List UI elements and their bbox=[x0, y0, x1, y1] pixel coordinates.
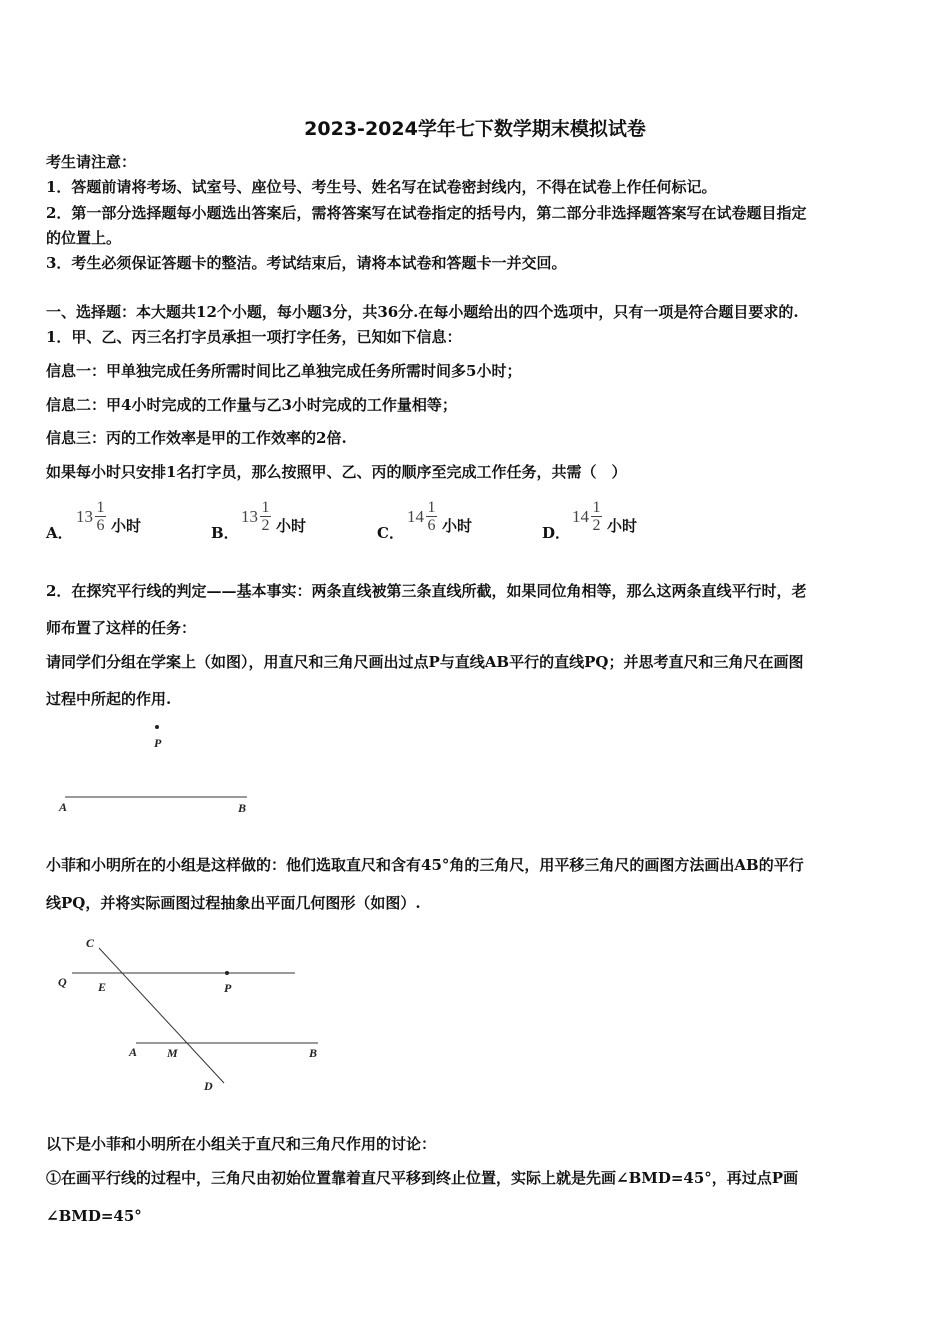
fraction-numerator: 1 bbox=[592, 499, 601, 516]
fraction-denominator: 6 bbox=[96, 517, 105, 534]
option-fraction bbox=[426, 499, 437, 534]
option-value bbox=[407, 497, 472, 536]
label-d: D bbox=[204, 1079, 213, 1093]
notice-item-2-cont: 的位置上。 bbox=[46, 229, 122, 247]
fraction-numerator: 1 bbox=[261, 499, 270, 516]
q2-line7: 以下是小菲和小明所在小组关于直尺和三角尺作用的讨论： bbox=[46, 1135, 437, 1153]
label-m: M bbox=[167, 1046, 178, 1060]
q1-question: 如果每小时只安排1名打字员，那么按照甲、乙、丙的顺序至完成工作任务，共需（ ） bbox=[46, 463, 627, 481]
q2-line5: 小菲和小明所在的小组是这样做的：他们选取直尺和含有45°角的三角尺，用平移三角尺的画图方法画出AB的平行 bbox=[46, 856, 804, 874]
option-unit: 小时 bbox=[111, 517, 142, 535]
option-value bbox=[572, 497, 637, 536]
notice-item-2: 2．第一部分选择题每小题选出答案后，需将答案写在试卷指定的括号内，第二部分非选择题答案写在试卷题目指定 bbox=[46, 204, 807, 222]
q2-line3: 请同学们分组在学案上（如图），用直尺和三角尺画出过点P与直线AB平行的直线PQ；并思考直尺和三角尺在画图 bbox=[46, 653, 804, 671]
q1-stem: 1．甲、乙、丙三名打字员承担一项打字任务，已知如下信息： bbox=[46, 328, 462, 346]
line-cd bbox=[99, 948, 224, 1083]
option-whole: 14 bbox=[407, 506, 424, 526]
notice-heading: 考生请注意： bbox=[46, 153, 137, 171]
option-letter: C． bbox=[377, 524, 404, 542]
q2-line2: 师布置了这样的任务： bbox=[46, 619, 197, 637]
option-fraction bbox=[591, 499, 602, 534]
label-a: A bbox=[129, 1045, 138, 1059]
q2-line9: ∠BMD=45° bbox=[46, 1207, 142, 1225]
page-title: 2023-2024学年七下数学期末模拟试卷 bbox=[304, 118, 646, 140]
q2-line4: 过程中所起的作用. bbox=[46, 690, 172, 708]
q1-info1: 信息一：甲单独完成任务所需时间比乙单独完成任务所需时间多5小时； bbox=[46, 362, 522, 380]
option-value bbox=[76, 497, 141, 536]
option-whole: 13 bbox=[241, 506, 258, 526]
q2-line1: 2．在探究平行线的判定——基本事实：两条直线被第三条直线所截，如果同位角相等，那么这两条直线平行时，老 bbox=[46, 582, 807, 600]
figure-parallel-construction bbox=[50, 930, 340, 1100]
q1-info3: 信息三：丙的工作效率是甲的工作效率的2倍. bbox=[46, 429, 347, 447]
notice-item-3: 3．考生必须保证答题卡的整洁。考试结束后，请将本试卷和答题卡一并交回。 bbox=[46, 254, 567, 272]
fraction-denominator: 2 bbox=[261, 517, 270, 534]
option-letter: B． bbox=[211, 524, 239, 542]
label-e: E bbox=[98, 980, 107, 994]
fraction-numerator: 1 bbox=[96, 499, 105, 516]
point-p bbox=[225, 971, 229, 975]
figure-point-and-line bbox=[50, 718, 270, 818]
label-q: Q bbox=[58, 975, 67, 989]
label-c: C bbox=[86, 936, 95, 950]
q2-line8: ①在画平行线的过程中，三角尺由初始位置靠着直尺平移到终止位置，实际上就是先画∠BMD=45°，再过点P画 bbox=[46, 1169, 799, 1187]
section1-intro: 一、选择题：本大题共12个小题，每小题3分，共36分.在每小题给出的四个选项中，只有一项是符合题目要求的. bbox=[46, 303, 799, 321]
option-value bbox=[241, 497, 306, 536]
fraction-numerator: 1 bbox=[427, 499, 436, 516]
option-whole: 14 bbox=[572, 506, 589, 526]
option-fraction bbox=[260, 499, 271, 534]
label-p: P bbox=[224, 981, 232, 995]
option-unit: 小时 bbox=[607, 517, 638, 535]
option-unit: 小时 bbox=[442, 517, 473, 535]
q1-info2: 信息二：甲4小时完成的工作量与乙3小时完成的工作量相等； bbox=[46, 396, 457, 414]
fraction-denominator: 2 bbox=[592, 517, 601, 534]
label-b: B bbox=[309, 1046, 318, 1060]
point-p bbox=[155, 725, 159, 729]
option-letter: D． bbox=[542, 524, 571, 542]
option-letter: A． bbox=[46, 524, 73, 542]
label-a: A bbox=[59, 800, 68, 814]
option-whole: 13 bbox=[76, 506, 93, 526]
option-fraction bbox=[95, 499, 106, 534]
label-p: P bbox=[154, 736, 162, 750]
label-b: B bbox=[238, 801, 247, 815]
q2-line6: 线PQ，并将实际画图过程抽象出平面几何图形（如图）. bbox=[46, 894, 421, 912]
fraction-denominator: 6 bbox=[427, 517, 436, 534]
option-unit: 小时 bbox=[276, 517, 307, 535]
notice-item-1: 1．答题前请将考场、试室号、座位号、考生号、姓名写在试卷密封线内，不得在试卷上作任何标记。 bbox=[46, 178, 717, 196]
